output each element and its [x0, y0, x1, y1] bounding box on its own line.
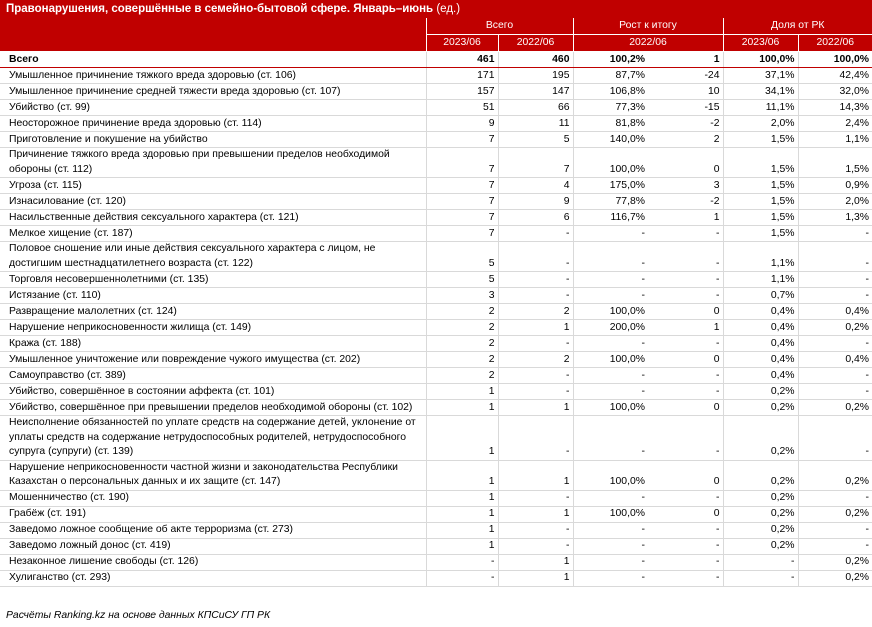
cell-total-2022: 460: [498, 52, 573, 68]
cell-growth-pct: 87,7%: [573, 68, 648, 84]
table-title: [0, 0, 872, 18]
table-row: [0, 210, 872, 226]
cell-share-2022: 0,2%: [798, 460, 872, 490]
cell-offense-name: Мелкое хищение (ст. 187): [0, 226, 426, 242]
cell-growth-diff: 0: [648, 460, 723, 490]
cell-growth-pct: -: [573, 368, 648, 384]
cell-total-2022: 147: [498, 84, 573, 100]
cell-growth-pct: 77,8%: [573, 194, 648, 210]
cell-share-2023: 11,1%: [723, 100, 798, 116]
cell-total-2023: 7: [426, 226, 498, 242]
cell-share-2022: -: [798, 416, 872, 461]
table-row: [0, 320, 872, 336]
cell-total-2023: 461: [426, 52, 498, 68]
cell-growth-pct: 77,3%: [573, 100, 648, 116]
cell-share-2022: -: [798, 226, 872, 242]
table-row: [0, 554, 872, 570]
cell-total-2022: 1: [498, 570, 573, 586]
cell-total-2022: -: [498, 242, 573, 272]
cell-growth-pct: 100,0%: [573, 460, 648, 490]
cell-total-2022: -: [498, 288, 573, 304]
cell-offense-name: Самоуправство (ст. 389): [0, 368, 426, 384]
cell-total-2023: 5: [426, 242, 498, 272]
cell-offense-name: Умышленное причинение тяжкого вреда здоровью (ст. 106): [0, 68, 426, 84]
cell-share-2022: 0,2%: [798, 554, 872, 570]
cell-total-2022: 1: [498, 320, 573, 336]
cell-growth-diff: 1: [648, 210, 723, 226]
cell-offense-name: Мошенничество (ст. 190): [0, 490, 426, 506]
cell-offense-name: Заведомо ложное сообщение об акте терроризма (ст. 273): [0, 522, 426, 538]
table-row: [0, 132, 872, 148]
cell-share-2023: 0,2%: [723, 400, 798, 416]
cell-total-2023: 157: [426, 84, 498, 100]
cell-share-2022: 1,5%: [798, 148, 872, 178]
cell-offense-name: Кража (ст. 188): [0, 336, 426, 352]
table-row: [0, 336, 872, 352]
table-row: [0, 506, 872, 522]
cell-total-2022: 6: [498, 210, 573, 226]
cell-growth-diff: -: [648, 242, 723, 272]
cell-share-2022: -: [798, 336, 872, 352]
cell-total-2023: 1: [426, 384, 498, 400]
header-total-2023: 2023/06: [426, 35, 498, 52]
cell-total-2023: 1: [426, 416, 498, 461]
cell-offense-name: Развращение малолетних (ст. 124): [0, 304, 426, 320]
cell-total-2022: -: [498, 272, 573, 288]
cell-total-2022: 11: [498, 116, 573, 132]
cell-offense-name: Неисполнение обязанностей по уплате средств на содержание детей, уклонение от уплаты средств на содержание нетрудоспособных родителей, нетрудоспособного супруга (супруги) (ст. 139): [0, 416, 426, 461]
cell-growth-diff: 2: [648, 132, 723, 148]
cell-share-2022: -: [798, 384, 872, 400]
cell-total-2022: 195: [498, 68, 573, 84]
cell-total-2022: 1: [498, 400, 573, 416]
cell-total-2023: 7: [426, 178, 498, 194]
cell-share-2022: 0,2%: [798, 320, 872, 336]
cell-share-2022: 1,3%: [798, 210, 872, 226]
cell-growth-pct: 100,0%: [573, 506, 648, 522]
table-row: [0, 570, 872, 586]
cell-growth-pct: -: [573, 538, 648, 554]
cell-growth-pct: -: [573, 272, 648, 288]
cell-offense-name: Неосторожное причинение вреда здоровью (ст. 114): [0, 116, 426, 132]
header-share-2023: 2023/06: [723, 35, 798, 52]
table-row: [0, 116, 872, 132]
cell-growth-diff: 0: [648, 352, 723, 368]
cell-total-2023: 1: [426, 506, 498, 522]
header-total-2022: 2022/06: [498, 35, 573, 52]
cell-share-2023: 0,4%: [723, 336, 798, 352]
table-row: [0, 368, 872, 384]
cell-growth-diff: 3: [648, 178, 723, 194]
cell-growth-pct: 100,0%: [573, 400, 648, 416]
table-row: [0, 68, 872, 84]
cell-total-2022: -: [498, 522, 573, 538]
cell-growth-pct: -: [573, 416, 648, 461]
cell-share-2023: 1,5%: [723, 148, 798, 178]
cell-total-2023: 7: [426, 148, 498, 178]
cell-share-2023: 1,5%: [723, 178, 798, 194]
table-row: [0, 416, 872, 461]
cell-growth-pct: -: [573, 226, 648, 242]
cell-total-2023: 2: [426, 336, 498, 352]
cell-growth-diff: -: [648, 416, 723, 461]
table-row: [0, 242, 872, 272]
cell-growth-diff: 10: [648, 84, 723, 100]
cell-share-2022: 0,4%: [798, 304, 872, 320]
cell-share-2023: -: [723, 554, 798, 570]
table-body: [0, 52, 872, 587]
cell-share-2022: -: [798, 242, 872, 272]
cell-share-2023: 37,1%: [723, 68, 798, 84]
source-note: Расчёты Ranking.kz на основе данных КПСиСУ ГП РК: [6, 610, 271, 621]
table-row: [0, 400, 872, 416]
cell-growth-diff: 0: [648, 506, 723, 522]
cell-growth-pct: 175,0%: [573, 178, 648, 194]
cell-total-2022: -: [498, 416, 573, 461]
cell-growth-diff: 1: [648, 320, 723, 336]
cell-total-2023: 1: [426, 460, 498, 490]
cell-growth-diff: -: [648, 570, 723, 586]
cell-total-2023: 5: [426, 272, 498, 288]
title-text: Правонарушения, совершённые в семейно-бытовой сфере. Январь–июнь: [6, 3, 434, 15]
cell-share-2023: 0,4%: [723, 352, 798, 368]
cell-growth-pct: 140,0%: [573, 132, 648, 148]
cell-total-2023: 2: [426, 304, 498, 320]
table-row: [0, 84, 872, 100]
cell-share-2022: 0,2%: [798, 506, 872, 522]
cell-share-2022: -: [798, 538, 872, 554]
cell-growth-pct: -: [573, 384, 648, 400]
header-group-share: Доля от РК: [723, 18, 872, 35]
cell-total-2022: -: [498, 384, 573, 400]
header-growth-2022: 2022/06: [573, 35, 723, 52]
cell-share-2022: 0,2%: [798, 400, 872, 416]
cell-share-2022: -: [798, 490, 872, 506]
cell-share-2023: 1,5%: [723, 194, 798, 210]
cell-share-2023: 0,2%: [723, 522, 798, 538]
cell-offense-name: Заведомо ложный донос (ст. 419): [0, 538, 426, 554]
cell-total-2022: 9: [498, 194, 573, 210]
cell-growth-diff: -2: [648, 194, 723, 210]
cell-total-2023: 7: [426, 210, 498, 226]
cell-share-2022: 1,1%: [798, 132, 872, 148]
table-row: [0, 226, 872, 242]
cell-offense-name: Торговля несовершеннолетними (ст. 135): [0, 272, 426, 288]
cell-offense-name: Нарушение неприкосновенности жилища (ст. 149): [0, 320, 426, 336]
table-row: [0, 522, 872, 538]
cell-share-2022: 32,0%: [798, 84, 872, 100]
cell-offense-name: Нарушение неприкосновенности частной жизни и законодательства Республики Казахстан о персональных данных и их защите (ст. 147): [0, 460, 426, 490]
cell-total-2023: 2: [426, 368, 498, 384]
cell-growth-pct: -: [573, 490, 648, 506]
cell-total-2023: 2: [426, 320, 498, 336]
cell-share-2022: 14,3%: [798, 100, 872, 116]
cell-total-2023: 2: [426, 352, 498, 368]
offenses-table: [0, 18, 872, 587]
cell-share-2023: 100,0%: [723, 52, 798, 68]
cell-growth-pct: -: [573, 336, 648, 352]
cell-share-2023: 0,7%: [723, 288, 798, 304]
cell-growth-diff: -: [648, 522, 723, 538]
cell-total-2022: 2: [498, 352, 573, 368]
cell-total-2022: 7: [498, 148, 573, 178]
cell-growth-diff: -: [648, 384, 723, 400]
cell-offense-name: Убийство, совершённое при превышении пределов необходимой обороны (ст. 102): [0, 400, 426, 416]
cell-total-2023: 171: [426, 68, 498, 84]
cell-total-2022: -: [498, 226, 573, 242]
table-row: [0, 490, 872, 506]
cell-share-2022: 0,4%: [798, 352, 872, 368]
cell-share-2022: -: [798, 272, 872, 288]
cell-growth-diff: -: [648, 368, 723, 384]
cell-total-2023: -: [426, 554, 498, 570]
cell-total-2022: 1: [498, 460, 573, 490]
cell-growth-pct: -: [573, 570, 648, 586]
cell-total-2023: 7: [426, 194, 498, 210]
cell-share-2023: 0,2%: [723, 460, 798, 490]
cell-total-2023: 1: [426, 522, 498, 538]
table-row: [0, 460, 872, 490]
cell-total-2022: -: [498, 490, 573, 506]
cell-offense-name: Половое сношение или иные действия сексуального характера с лицом, не достигшим шестнадцатилетнего возраста (ст. 122): [0, 242, 426, 272]
cell-growth-diff: -: [648, 272, 723, 288]
cell-total-2023: 7: [426, 132, 498, 148]
cell-growth-diff: -15: [648, 100, 723, 116]
cell-total-2023: 1: [426, 490, 498, 506]
cell-offense-name: Умышленное причинение средней тяжести вреда здоровью (ст. 107): [0, 84, 426, 100]
cell-offense-name: Убийство (ст. 99): [0, 100, 426, 116]
cell-growth-pct: 100,0%: [573, 352, 648, 368]
cell-growth-diff: -: [648, 288, 723, 304]
cell-total-2022: 1: [498, 506, 573, 522]
cell-share-2023: 1,1%: [723, 242, 798, 272]
header-share-2022: 2022/06: [798, 35, 872, 52]
cell-growth-pct: -: [573, 288, 648, 304]
cell-total-2022: -: [498, 538, 573, 554]
cell-growth-pct: 100,0%: [573, 148, 648, 178]
table-row: [0, 288, 872, 304]
cell-growth-diff: -: [648, 490, 723, 506]
header-group-growth: Рост к итогу: [573, 18, 723, 35]
cell-share-2023: 1,5%: [723, 132, 798, 148]
cell-offense-name: Приготовление и покушение на убийство: [0, 132, 426, 148]
table-row: [0, 178, 872, 194]
cell-growth-pct: 100,2%: [573, 52, 648, 68]
cell-share-2023: 0,4%: [723, 304, 798, 320]
cell-growth-pct: 106,8%: [573, 84, 648, 100]
cell-offense-name: Незаконное лишение свободы (ст. 126): [0, 554, 426, 570]
cell-growth-pct: 81,8%: [573, 116, 648, 132]
table-header: [0, 18, 872, 52]
cell-share-2022: 0,9%: [798, 178, 872, 194]
cell-growth-pct: 200,0%: [573, 320, 648, 336]
cell-growth-diff: -2: [648, 116, 723, 132]
cell-share-2023: -: [723, 570, 798, 586]
cell-growth-diff: -: [648, 538, 723, 554]
cell-total-2023: -: [426, 570, 498, 586]
cell-share-2023: 2,0%: [723, 116, 798, 132]
cell-share-2022: 2,0%: [798, 194, 872, 210]
cell-share-2023: 1,1%: [723, 272, 798, 288]
cell-share-2022: -: [798, 522, 872, 538]
cell-share-2023: 0,2%: [723, 384, 798, 400]
cell-offense-name: Умышленное уничтожение или повреждение чужого имущества (ст. 202): [0, 352, 426, 368]
cell-growth-pct: -: [573, 242, 648, 272]
cell-total-2022: 4: [498, 178, 573, 194]
cell-offense-name: Причинение тяжкого вреда здоровью при превышении пределов необходимой обороны (ст. 112): [0, 148, 426, 178]
cell-share-2023: 0,2%: [723, 538, 798, 554]
table-row: [0, 304, 872, 320]
cell-offense-name: Грабёж (ст. 191): [0, 506, 426, 522]
cell-total-2023: 1: [426, 538, 498, 554]
table-row-total: [0, 52, 872, 68]
cell-offense-name: Убийство, совершённое в состоянии аффекта (ст. 101): [0, 384, 426, 400]
cell-total-2022: 2: [498, 304, 573, 320]
cell-growth-diff: 0: [648, 304, 723, 320]
cell-offense-name: Изнасилование (ст. 120): [0, 194, 426, 210]
cell-growth-diff: -: [648, 226, 723, 242]
table-row: [0, 352, 872, 368]
cell-share-2023: 0,4%: [723, 368, 798, 384]
cell-share-2022: -: [798, 368, 872, 384]
cell-offense-name: Всего: [0, 52, 426, 68]
table-row: [0, 100, 872, 116]
cell-growth-diff: -: [648, 554, 723, 570]
cell-share-2022: 100,0%: [798, 52, 872, 68]
cell-growth-pct: 116,7%: [573, 210, 648, 226]
table-row: [0, 384, 872, 400]
cell-share-2023: 0,2%: [723, 506, 798, 522]
cell-growth-pct: -: [573, 554, 648, 570]
cell-growth-diff: 1: [648, 52, 723, 68]
cell-growth-pct: -: [573, 522, 648, 538]
cell-share-2023: 1,5%: [723, 226, 798, 242]
cell-share-2022: 2,4%: [798, 116, 872, 132]
cell-growth-diff: -: [648, 336, 723, 352]
cell-total-2022: 1: [498, 554, 573, 570]
cell-share-2023: 0,2%: [723, 490, 798, 506]
table-row: [0, 538, 872, 554]
cell-total-2023: 9: [426, 116, 498, 132]
cell-total-2023: 1: [426, 400, 498, 416]
cell-total-2022: -: [498, 368, 573, 384]
cell-share-2023: 1,5%: [723, 210, 798, 226]
cell-total-2022: 66: [498, 100, 573, 116]
unit-text: (ед.): [436, 3, 461, 15]
cell-share-2022: -: [798, 288, 872, 304]
cell-total-2023: 3: [426, 288, 498, 304]
header-group-total: Всего: [426, 18, 573, 35]
cell-total-2022: -: [498, 336, 573, 352]
cell-share-2023: 0,4%: [723, 320, 798, 336]
cell-share-2022: 42,4%: [798, 68, 872, 84]
cell-growth-diff: -24: [648, 68, 723, 84]
cell-growth-pct: 100,0%: [573, 304, 648, 320]
cell-share-2023: 0,2%: [723, 416, 798, 461]
cell-total-2022: 5: [498, 132, 573, 148]
cell-offense-name: Насильственные действия сексуального характера (ст. 121): [0, 210, 426, 226]
header-empty-cell: [0, 18, 426, 52]
cell-offense-name: Истязание (ст. 110): [0, 288, 426, 304]
table-row: [0, 148, 872, 178]
cell-share-2022: 0,2%: [798, 570, 872, 586]
cell-total-2023: 51: [426, 100, 498, 116]
cell-growth-diff: 0: [648, 148, 723, 178]
cell-share-2023: 34,1%: [723, 84, 798, 100]
table-row: [0, 194, 872, 210]
cell-offense-name: Угроза (ст. 115): [0, 178, 426, 194]
cell-offense-name: Хулиганство (ст. 293): [0, 570, 426, 586]
cell-growth-diff: 0: [648, 400, 723, 416]
table-row: [0, 272, 872, 288]
